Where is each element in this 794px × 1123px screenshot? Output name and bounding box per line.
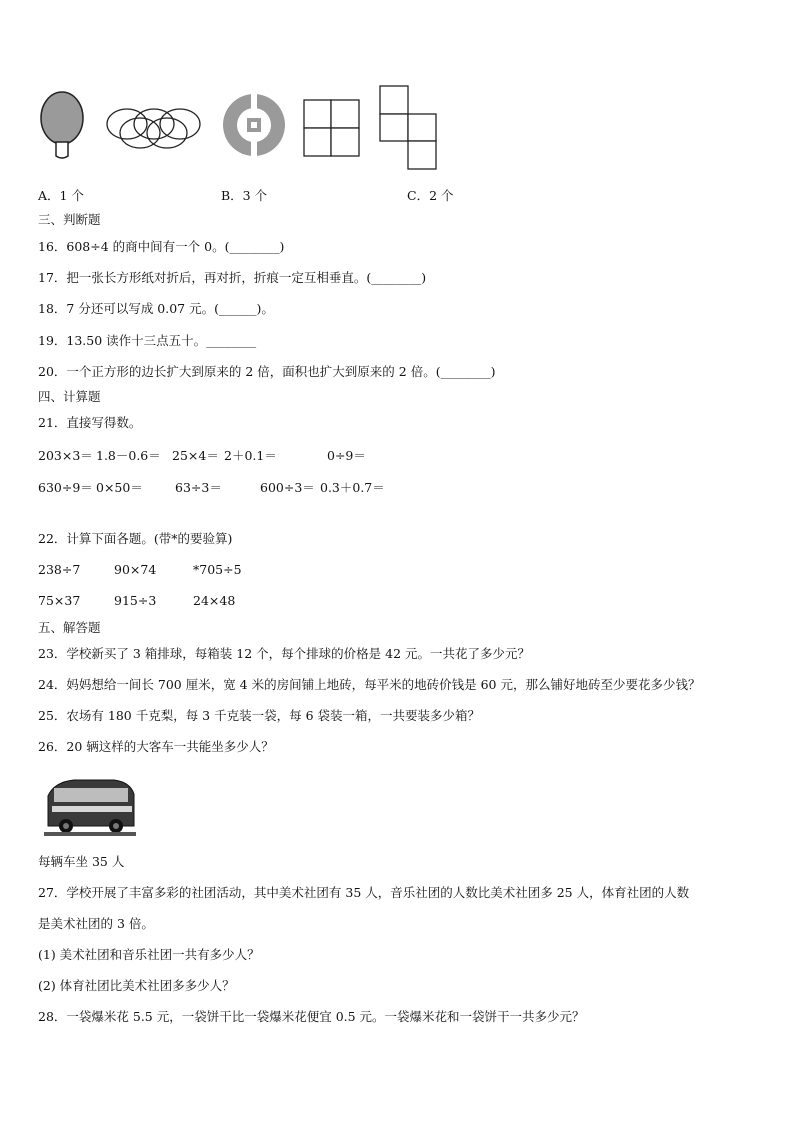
section-calculation-title: 四、计算题 <box>38 389 101 404</box>
calc-item: 630÷9＝ <box>38 480 93 495</box>
square-net-shape-1 <box>304 100 359 156</box>
question-24: 24．妈妈想给一间长 700 厘米，宽 4 米的房间铺上地砖，每平米的地砖价钱是 60 元，那么铺好地砖至少要花多少钱？ <box>38 677 701 692</box>
square-net-shape-2 <box>380 86 436 169</box>
calc-item: 75×37 <box>38 593 81 608</box>
question-18: 18．7 分还可以写成 0.07 元。(______)。 <box>38 301 274 316</box>
calc-item: 24×48 <box>193 593 236 608</box>
calc-item: 0÷9＝ <box>327 448 366 463</box>
calc-item: 238÷7 <box>38 562 81 577</box>
calc-item: 90×74 <box>114 562 157 577</box>
calc-item: 915÷3 <box>114 593 157 608</box>
question-28: 28．一袋爆米花 5.5 元，一袋饼干比一袋爆米花便宜 0.5 元。一袋爆米花和一袋饼干一共多少元？ <box>38 1009 585 1024</box>
question-26: 26．20 辆这样的大客车一共能坐多少人？ <box>38 739 274 754</box>
calc-item: 0×50＝ <box>96 480 143 495</box>
bus-image <box>44 774 136 836</box>
question-27-line1: 27．学校开展了丰富多彩的社团活动，其中美术社团有 35 人，音乐社团的人数比美术社团多 25 人，体育社团的人数 <box>38 885 690 900</box>
question-27-line2: 是美术社团的 3 倍。 <box>38 916 154 931</box>
calc-item: 0.3＋0.7＝ <box>320 480 385 495</box>
paddle-icon <box>41 92 83 158</box>
option-a: A．1 个 <box>38 188 84 203</box>
calc-item: 2＋0.1＝ <box>224 448 277 463</box>
calc-item: 1.8－0.6＝ <box>96 448 161 463</box>
question-17: 17．把一张长方形纸对折后，再对折，折痕一定互相垂直。(________) <box>38 270 427 285</box>
calc-item: *705÷5 <box>193 562 242 577</box>
section-solve-title: 五、解答题 <box>38 620 101 635</box>
question-19: 19．13.50 读作十三点五十。________ <box>38 333 257 348</box>
calc-item: 600÷3＝ <box>260 480 315 495</box>
question-20: 20．一个正方形的边长扩大到原来的 2 倍，面积也扩大到原来的 2 倍。(________) <box>38 364 496 379</box>
calc-item: 203×3＝ <box>38 448 93 463</box>
section-judgement-title: 三、判断题 <box>38 212 101 227</box>
question-22-title: 22．计算下面各题。(带*的要验算) <box>38 531 233 546</box>
option-b: B．3 个 <box>221 188 268 203</box>
question-16: 16．608÷4 的商中间有一个 0。(________) <box>38 239 285 254</box>
option-c: C．2 个 <box>407 188 454 203</box>
question-27-sub1: (1) 美术社团和音乐社团一共有多少人？ <box>38 947 260 962</box>
calc-item: 63÷3＝ <box>175 480 222 495</box>
calc-item: 25×4＝ <box>172 448 219 463</box>
bank-logo-icon <box>223 92 285 158</box>
question-25: 25．农场有 180 千克梨，每 3 千克装一袋，每 6 袋装一箱，一共要装多少箱？ <box>38 708 481 723</box>
figures-row <box>0 0 794 180</box>
bus-caption: 每辆车坐 35 人 <box>38 854 125 869</box>
question-27-sub2: (2) 体育社团比美术社团多多少人？ <box>38 978 235 993</box>
question-23: 23．学校新买了 3 箱排球，每箱装 12 个，每个排球的价格是 42 元。一共花了多少元？ <box>38 646 531 661</box>
olympic-rings-icon <box>107 109 200 148</box>
question-21-title: 21．直接写得数。 <box>38 415 142 430</box>
